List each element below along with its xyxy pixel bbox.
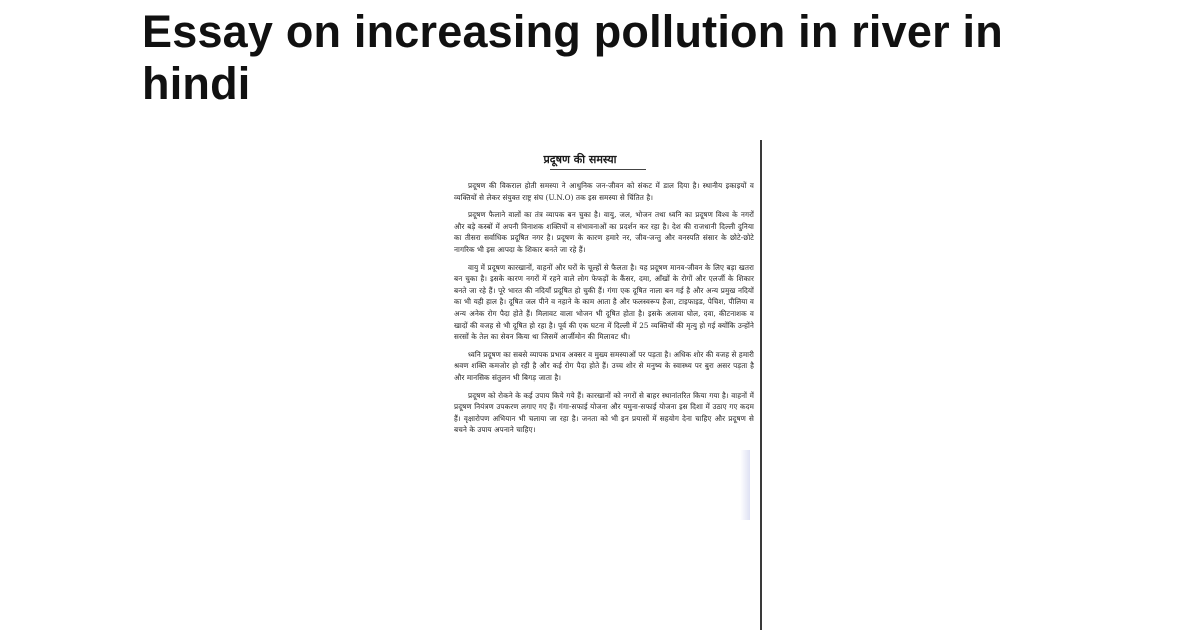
heading-underline [550,169,646,170]
essay-paragraph: प्रदूषण को रोकने के कई उपाय किये गये हैं। कारखानों को नगरों से बाहर स्थानांतरित किया गया है। वाहनों में प्रदूषण नियंत्रण उपकरण लगाए गए हैं। गंगा-सफाई योजना और यमुना-सफाई योजना इस दिशा में उठाए गए कदम हैं। वृक्षारोपण अभियान भी चलाया जा रहा है। जनता को भी इन प्रयासों में सहयोग देना चाहिए और प्रदूषण से बचने के उपाय अपनाने चाहिए। [454,390,754,435]
essay-heading: प्रदूषण की समस्या [543,153,617,166]
scan-color-artifact [740,450,750,520]
essay-paragraph: प्रदूषण की विकराल होती समस्या ने आधुनिक जन-जीवन को संकट में डाल दिया है। स्थानीय इकाइयों व व्यक्तियों से लेकर संयुक्त राष्ट्र संघ (U.N.O) तक इस समस्या से चिंतित है। [454,181,754,202]
page-title: Essay on increasing pollution in river in hindi [142,6,1003,109]
essay-paragraph: प्रदूषण फैलाने वालों का तंत्र व्यापक बन चुका है। वायु, जल, भोजन तथा ध्वनि का प्रदूषण विश्व के नगरों और बड़े कस्बों में अपनी विनाशक शक्तियों व संभावनाओं का प्रदर्शन कर रहा है। देश की राजधानी दिल्ली दुनिया का तीसरा सर्वाधिक प्रदूषित नगर है। प्रदूषण के कारण हमारे नर, जीव-जन्तु और वनस्पति संसार के छोटे-छोटे नागरिक भी इस आपदा के शिकार बनते जा रहे हैं। [454,210,754,254]
essay-paragraph: ध्वनि प्रदूषण का सबसे व्यापक प्रभाव अक्सर व मुख्य समस्याओं पर पड़ता है। अधिक शोर की वजह से हमारी श्रवण शक्ति कमजोर हो रही है और कई रोग पैदा होते हैं। उच्च शोर से मनुष्य के स्वास्थ्य पर बुरा असर पड़ता है और मानसिक संतुलन भी बिगड़ जाता है। [454,349,754,382]
essay-body [454,180,754,442]
essay-paragraph: वायु में प्रदूषण कारखानों, वाहनों और घरों के चूल्हों से फैलता है। यह प्रदूषण मानव-जीवन के लिए बड़ा खतरा बन चुका है। इसके कारण नगरों में रहने वाले लोग फेफड़ों के कैंसर, दमा, आँखों के रोगों और एलर्जी के शिकार बनते जा रहे हैं। पूरे भारत की नदियाँ प्रदूषित हो चुकी हैं। गंगा एक दूषित नाला बन गई है और अन्य प्रमुख नदियों का भी यही हाल है। दूषित जल पीने व नहाने के काम आता है और फलस्वरूप हैजा, टाइफाइड, पेचिश, पीलिया व अन्य अनेक रोग पैदा होते हैं। मिलावट वाला भोजन भी दूषित होता है। इसके अलावा घोल, दवा, कीटनाशक व खादों की वजह से भी दूषित हो रहा है। पूर्व की एक घटना में दिल्ली में 25 व्यक्तियों की मृत्यु हो गई क्योंकि उन्होंने सरसों के तेल का सेवन किया था जिसमें आर्जीमोन की मिलावट थी। [454,262,754,342]
scan-page-edge [760,140,762,630]
scanned-essay-image [440,140,764,630]
